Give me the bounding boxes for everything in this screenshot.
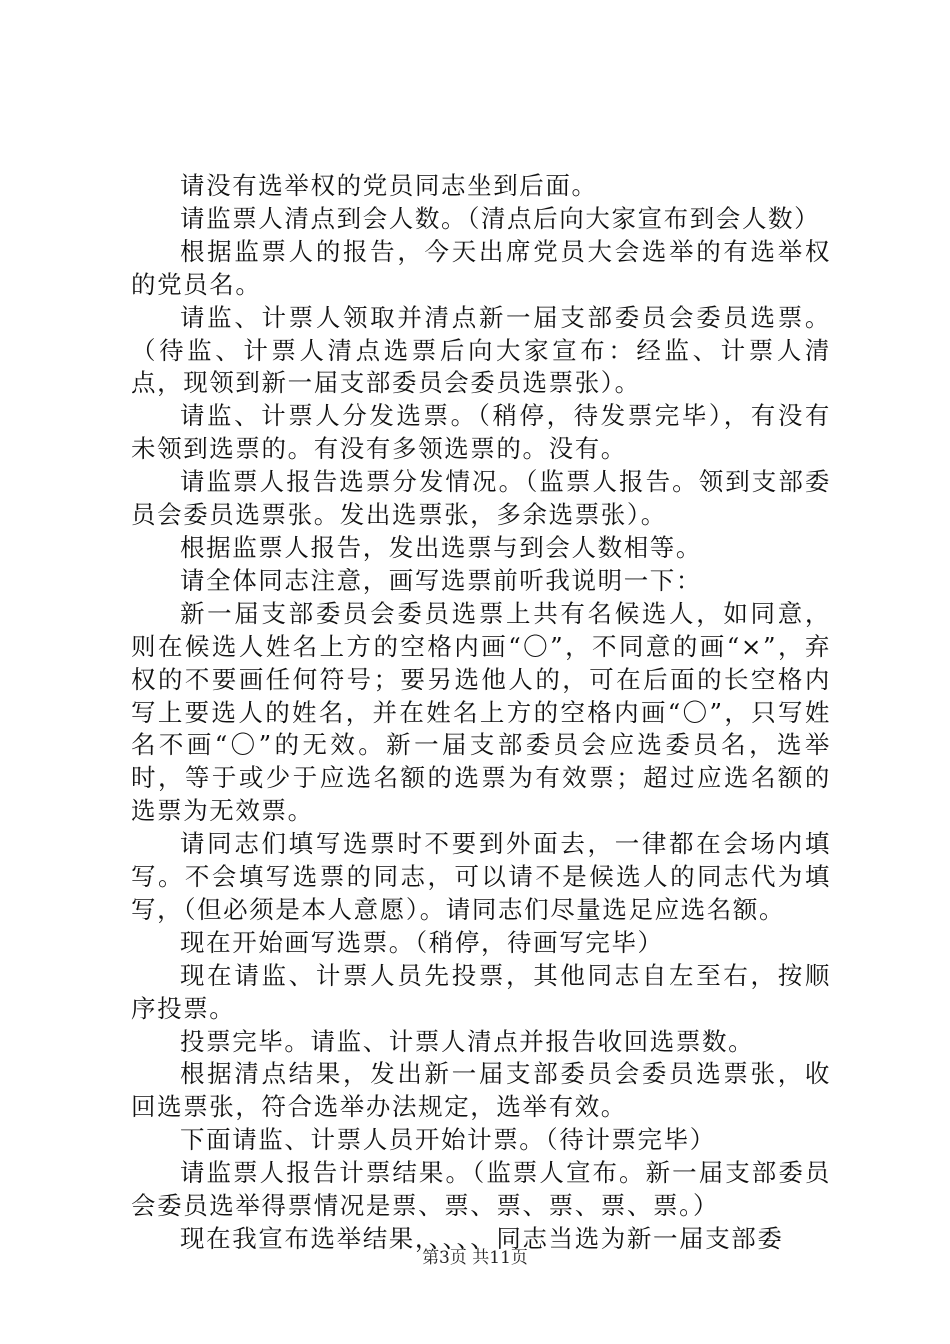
- document-body: [131, 170, 831, 1256]
- paragraph: 投票完毕。请监、计票人清点并报告收回选票数。: [180, 1026, 755, 1056]
- paragraph: 请监票人报告计票结果。（监票人宣布。新一届支部委员会委员选举得票情况是票、票、票、票、票、票。）: [131, 1158, 831, 1221]
- paragraph: 现在我宣布选举结果，、、、、同志当选为新一届支部委: [180, 1224, 784, 1253]
- paragraph: 请监票人报告选票分发情况。（监票人报告。领到支部委员会委员选票张。发出选票张，多余选票张）。: [131, 467, 831, 530]
- paragraph: 新一届支部委员会委员选票上共有名候选人，如同意，则在候选人姓名上方的空格内画“〇”，不同意的画“×”，弃权的不要画任何符号；要另选他人的，可在后面的长空格内写上要选人的姓名，并在姓名上方的空格内画“〇”，只写姓名不画“〇”的无效。新一届支部委员会应选委员名，选举时，等于或少于应选名额的选票为有效票；超过应选名额的选票为无效票。: [131, 598, 831, 826]
- paragraph: 请同志们填写选票时不要到外面去，一律都在会场内填写。不会填写选票的同志，可以请不是候选人的同志代为填写，（但必须是本人意愿）。请同志们尽量选足应选名额。: [131, 829, 831, 924]
- paragraph: 请监、计票人分发选票。（稍停，待发票完毕），有没有未领到选票的。有没有多领选票的。没有。: [131, 401, 831, 464]
- paragraph: 请监票人清点到会人数。（清点后向大家宣布到会人数）: [180, 203, 821, 233]
- paragraph: 现在开始画写选票。（稍停，待画写完毕）: [180, 927, 664, 957]
- paragraph: 根据监票人报告，发出选票与到会人数相等。: [180, 532, 702, 562]
- paragraph: 请监、计票人领取并清点新一届支部委员会委员选票。（待监、计票人清点选票后向大家宣布：经监、计票人清点，现领到新一届支部委员会委员选票张）。: [131, 302, 831, 398]
- page-number-footer: 第3页 共11页: [422, 1248, 528, 1268]
- paragraph: 下面请监、计票人员开始计票。（待计票完毕）: [180, 1125, 716, 1155]
- paragraph: 根据监票人的报告，今天出席党员大会选举的有选举权的党员名。: [131, 236, 831, 299]
- paragraph: 请全体同志注意，画写选票前听我说明一下：: [180, 565, 702, 595]
- paragraph: 根据清点结果，发出新一届支部委员会委员选票张，收回选票张，符合选举办法规定，选举有效。: [131, 1059, 831, 1122]
- paragraph: 请没有选举权的党员同志坐到后面。: [180, 171, 598, 200]
- paragraph: 现在请监、计票人员先投票，其他同志自左至右，按顺序投票。: [131, 960, 831, 1023]
